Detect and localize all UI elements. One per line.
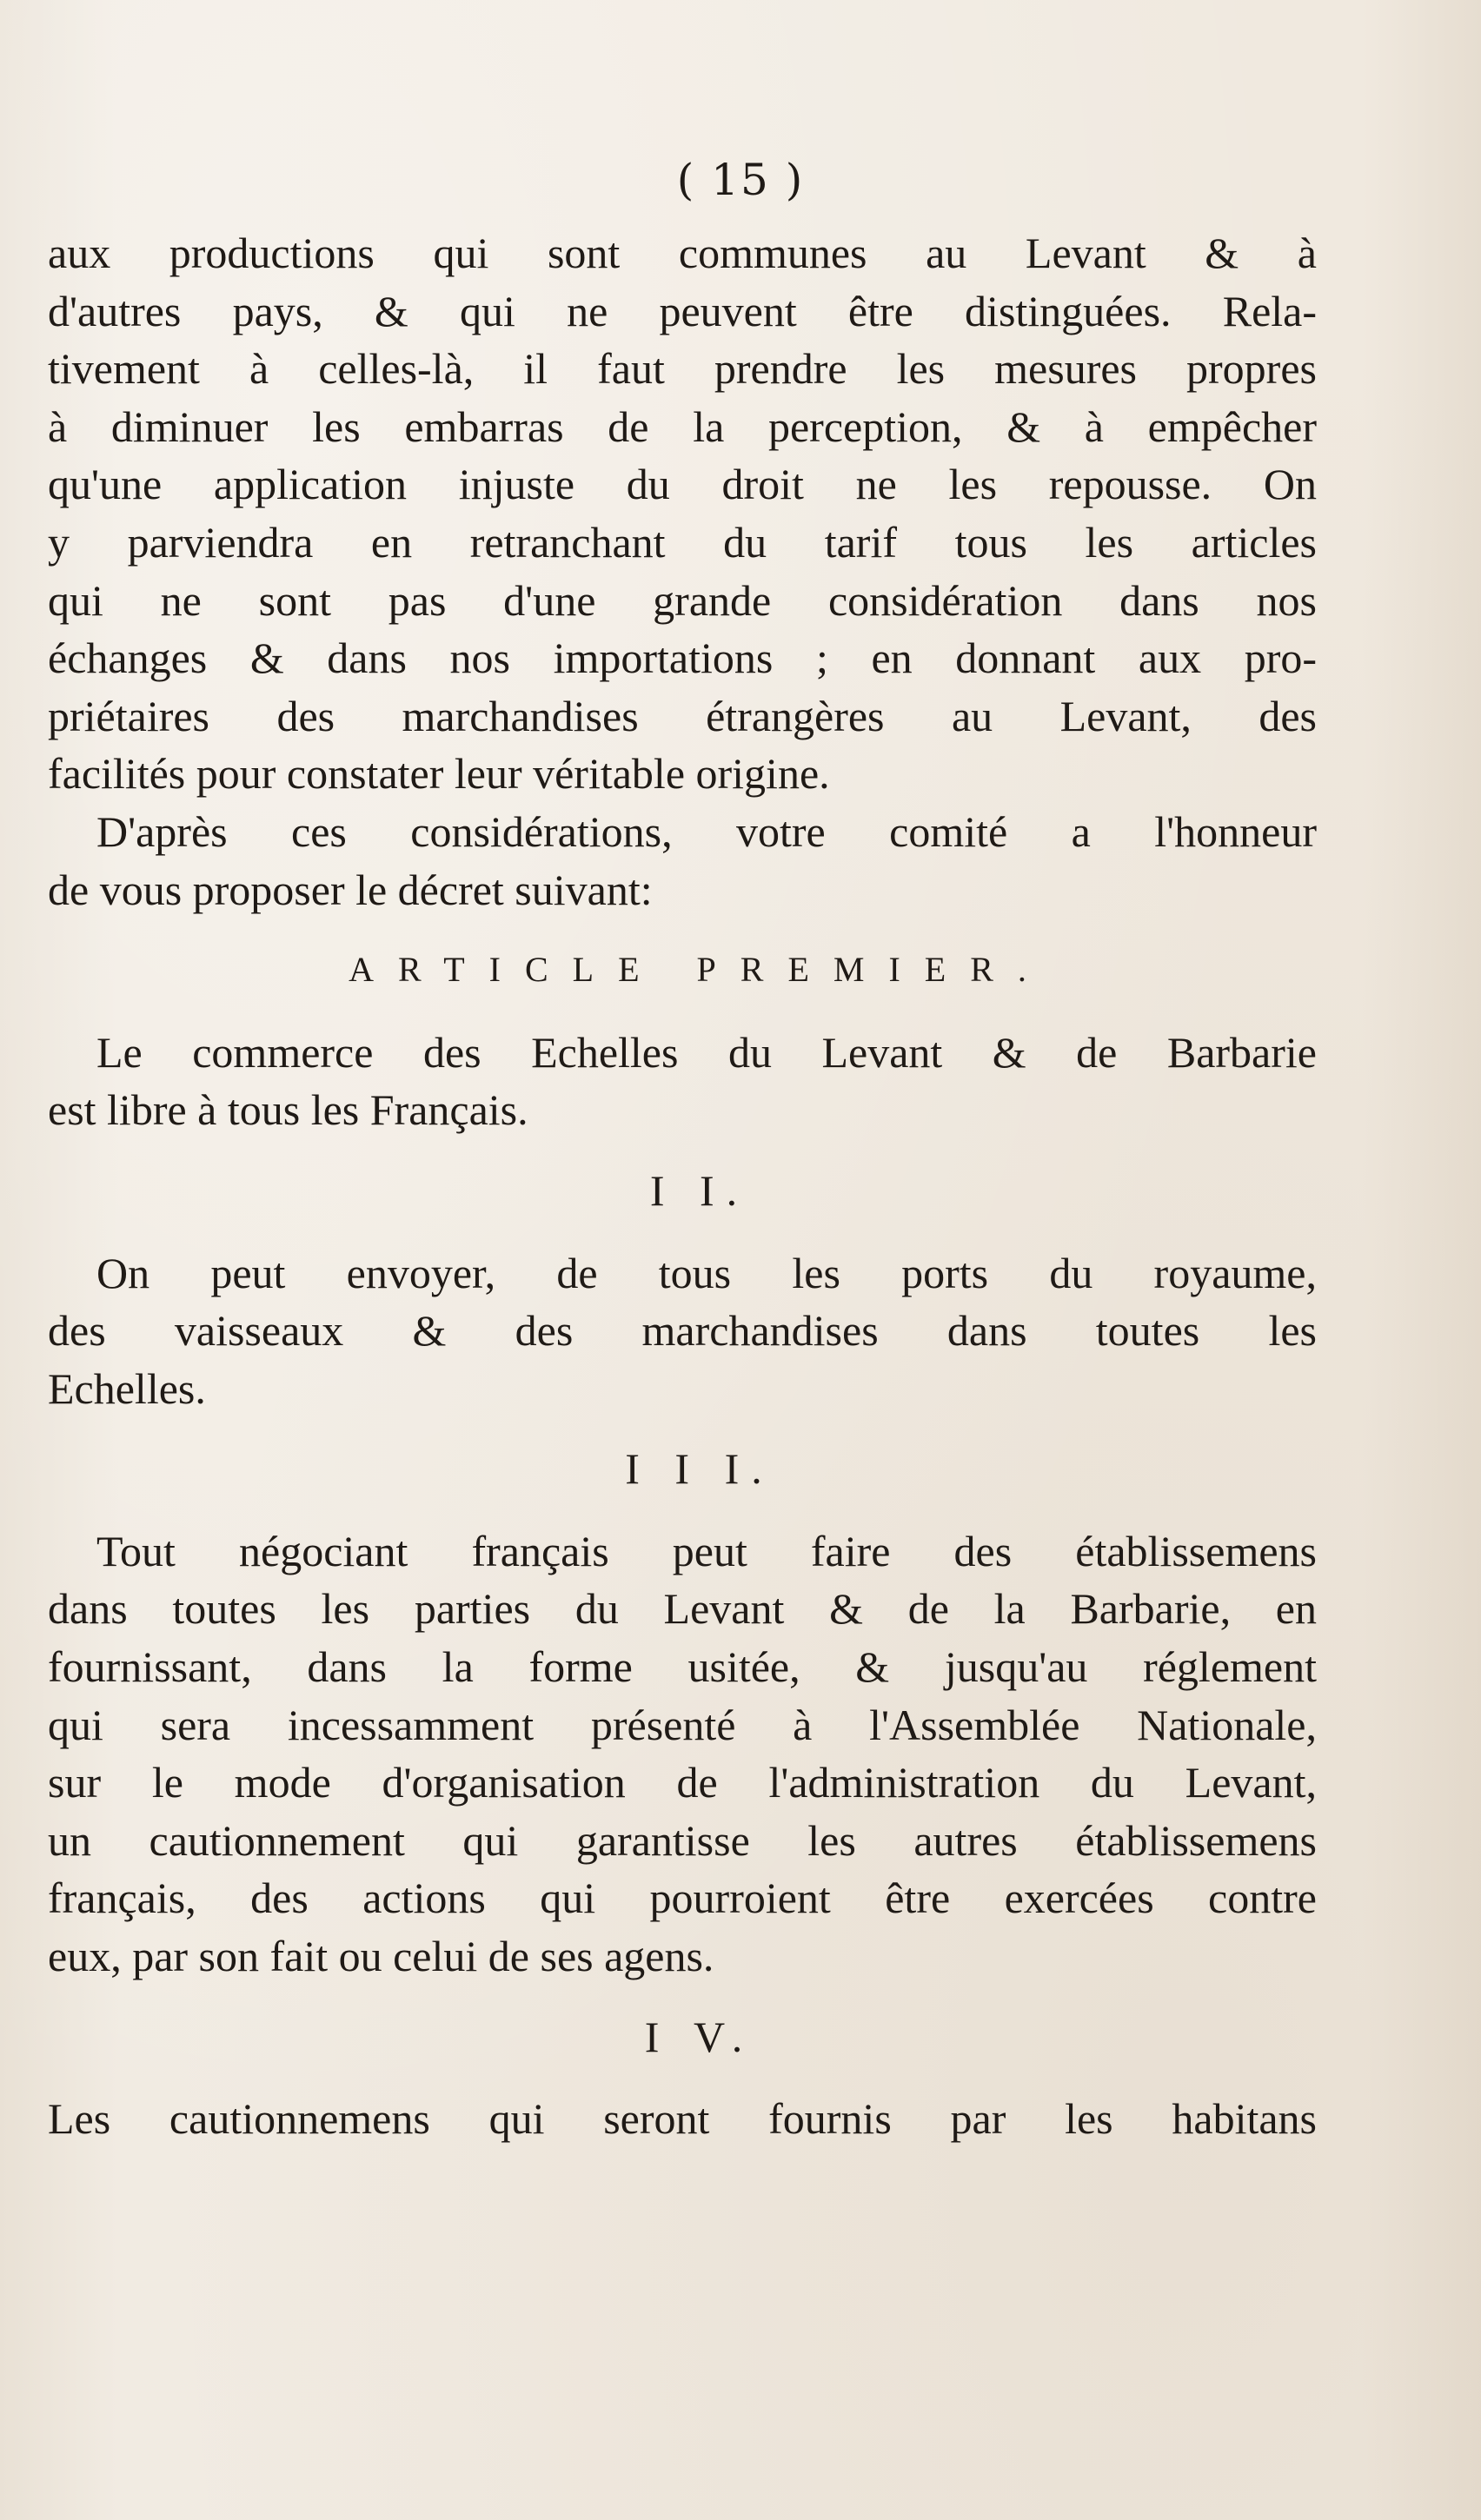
- text-line: des vaisseaux & des marchandises dans toutes les: [48, 1306, 1317, 1356]
- text-line: à diminuer les embarras de la perception, & à empêcher: [48, 401, 1317, 451]
- text-line: Echelles.: [48, 1363, 206, 1413]
- text-line: qui ne sont pas d'une grande considération dans nos: [48, 575, 1317, 625]
- article-title: ARTICLE PREMIER.: [349, 950, 1051, 990]
- page-body: [48, 224, 1317, 2148]
- text-line: sur le mode d'organisation de l'administration du Levant,: [48, 1758, 1317, 1807]
- text-line: facilités pour constater leur véritable origine.: [48, 749, 830, 799]
- text-line: qu'une application injuste du droit ne les repousse. On: [48, 460, 1317, 509]
- text-line: qui sera incessamment présenté à l'Assemblée Nationale,: [48, 1700, 1317, 1749]
- text-line: d'autres pays, & qui ne peuvent être distinguées. Rela-: [48, 286, 1317, 335]
- text-line: y parviendra en retranchant du tarif tous les articles: [48, 517, 1317, 567]
- text-line: échanges & dans nos importations ; en donnant aux pro-: [48, 633, 1317, 683]
- text-line: aux productions qui sont communes au Levant & à: [48, 229, 1317, 277]
- text-line: Le commerce des Echelles du Levant & de Barbarie: [96, 1027, 1317, 1077]
- paragraph: [48, 224, 1317, 803]
- text-line: Tout négociant français peut faire des établissemens: [96, 1526, 1317, 1575]
- article-heading: I I.: [649, 1165, 750, 1215]
- text-line: fournissant, dans la forme usitée, & jusqu'au réglement: [48, 1642, 1317, 1692]
- article-2: [48, 1162, 1317, 1417]
- article-3: [48, 1440, 1317, 1985]
- text-line: français, des actions qui pourroient être exercées contre: [48, 1873, 1317, 1923]
- text-line: tivement à celles-là, il faut prendre les mesures propres: [48, 344, 1317, 394]
- page-number: ( 15 ): [676, 155, 805, 205]
- text-line: On peut envoyer, de tous les ports du royaume,: [96, 1248, 1317, 1297]
- text-line: un cautionnement qui garantisse les autres établissemens: [48, 1815, 1317, 1865]
- article-1: [48, 1024, 1317, 1139]
- text-line: de vous proposer le décret suivant:: [48, 865, 653, 914]
- paragraph: [48, 803, 1317, 918]
- text-line: D'après ces considérations, votre comité a l'honneur: [96, 806, 1317, 856]
- text-line: priétaires des marchandises étrangères au Levant, des: [48, 691, 1317, 740]
- text-line: dans toutes les parties du Levant & de la Barbarie, en: [48, 1584, 1317, 1634]
- article-heading: I V.: [644, 2012, 755, 2061]
- text-line: Les cautionnemens qui seront fournis par les habitans: [48, 2094, 1317, 2144]
- text-line: eux, par son fait ou celui de ses agens.: [48, 1932, 714, 1981]
- article-heading: I I I.: [625, 1444, 774, 1494]
- article-4: [48, 2008, 1317, 2148]
- text-line: est libre à tous les Français.: [48, 1085, 528, 1135]
